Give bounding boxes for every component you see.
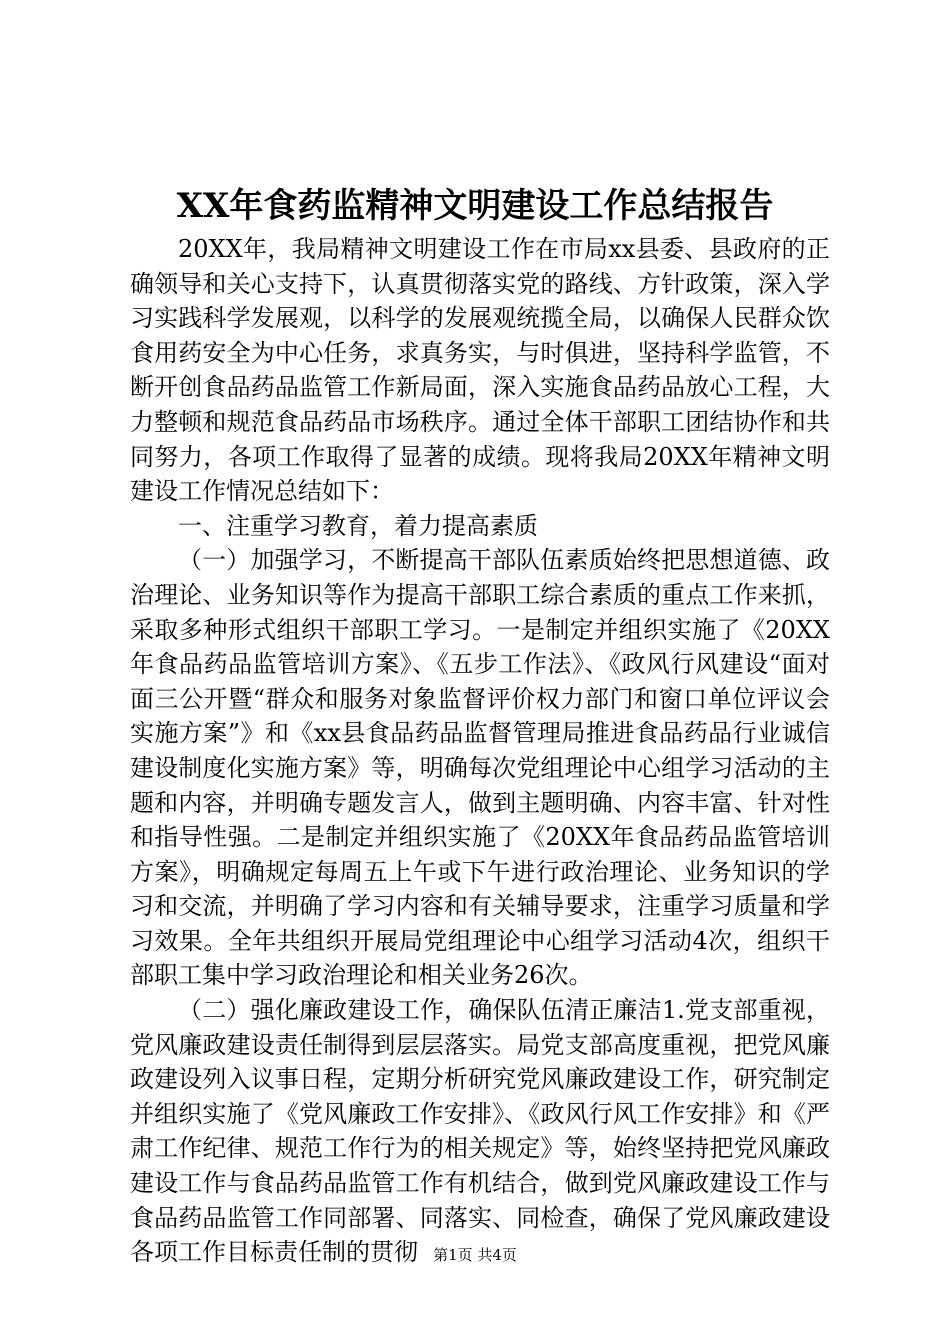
section-heading: 一、注重学习教育，着力提高素质 <box>178 511 538 540</box>
subsection-paragraph-1: （一）加强学习，不断提高干部队伍素质始终把思想道德、政治理论、业务知识等作为提高干部职工综合素质的重点工作来抓，采取多种形式组织干部职工学习。一是制定并组织实施了《20XX年食品药品监管培训方案》、《五步工作法》、《政风行风建设“面对面三公开暨“群众和服务对象监督评价权力部门和窗口单位评议会实施方案”》和《xx县食品药品监督管理局推进食品药品行业诚信建设制度化实施方案》等，明确每次党组理论中心组学习活动的主题和内容，并明确专题发言人，做到主题明确、内容丰富、针对性和指导性强。二是制定并组织实施了《20XX年食品药品监管培训方案》，明确规定每周五上午或下午进行政治理论、业务知识的学习和交流，并明确了学习内容和有关辅导要求，注重学习质量和学习效果。全年共组织开展局党组理论中心组学习活动4次，组织干部职工集中学习政治理论和相关业务26次。 <box>130 546 830 990</box>
page-footer: 第1页 共4页 <box>433 1246 517 1264</box>
document-body <box>130 232 830 1270</box>
document-title: XX年食药监精神文明建设工作总结报告 <box>176 186 774 226</box>
subsection-paragraph-2: （二）强化廉政建设工作，确保队伍清正廉洁1.党支部重视，党风廉政建设责任制得到层层落实。局党支部高度重视，把党风廉政建设列入议事日程，定期分析研究党风廉政建设工作，研究制定并组织实施了《党风廉政工作安排》、《政风行风工作安排》和《严肃工作纪律、规范工作行为的相关规定》等，始终坚持把党风廉政建设工作与食品药品监管工作有机结合，做到党风廉政建设工作与食品药品监管工作同部署、同落实、同检查，确保了党风廉政建设各项工作目标责任制的贯彻 <box>130 996 830 1267</box>
intro-paragraph: 20XX年，我局精神文明建设工作在市局xx县委、县政府的正确领导和关心支持下，认真贯彻落实党的路线、方针政策，深入学习实践科学发展观，以科学的发展观统揽全局，以确保人民群众饮食用药安全为中心任务，求真务实，与时俱进，坚持科学监管，不断开创食品药品监管工作新局面，深入实施食品药品放心工程，大力整顿和规范食品药品市场秩序。通过全体干部职工团结协作和共同努力，各项工作取得了显著的成绩。现将我局20XX年精神文明建设工作情况总结如下： <box>130 235 830 506</box>
